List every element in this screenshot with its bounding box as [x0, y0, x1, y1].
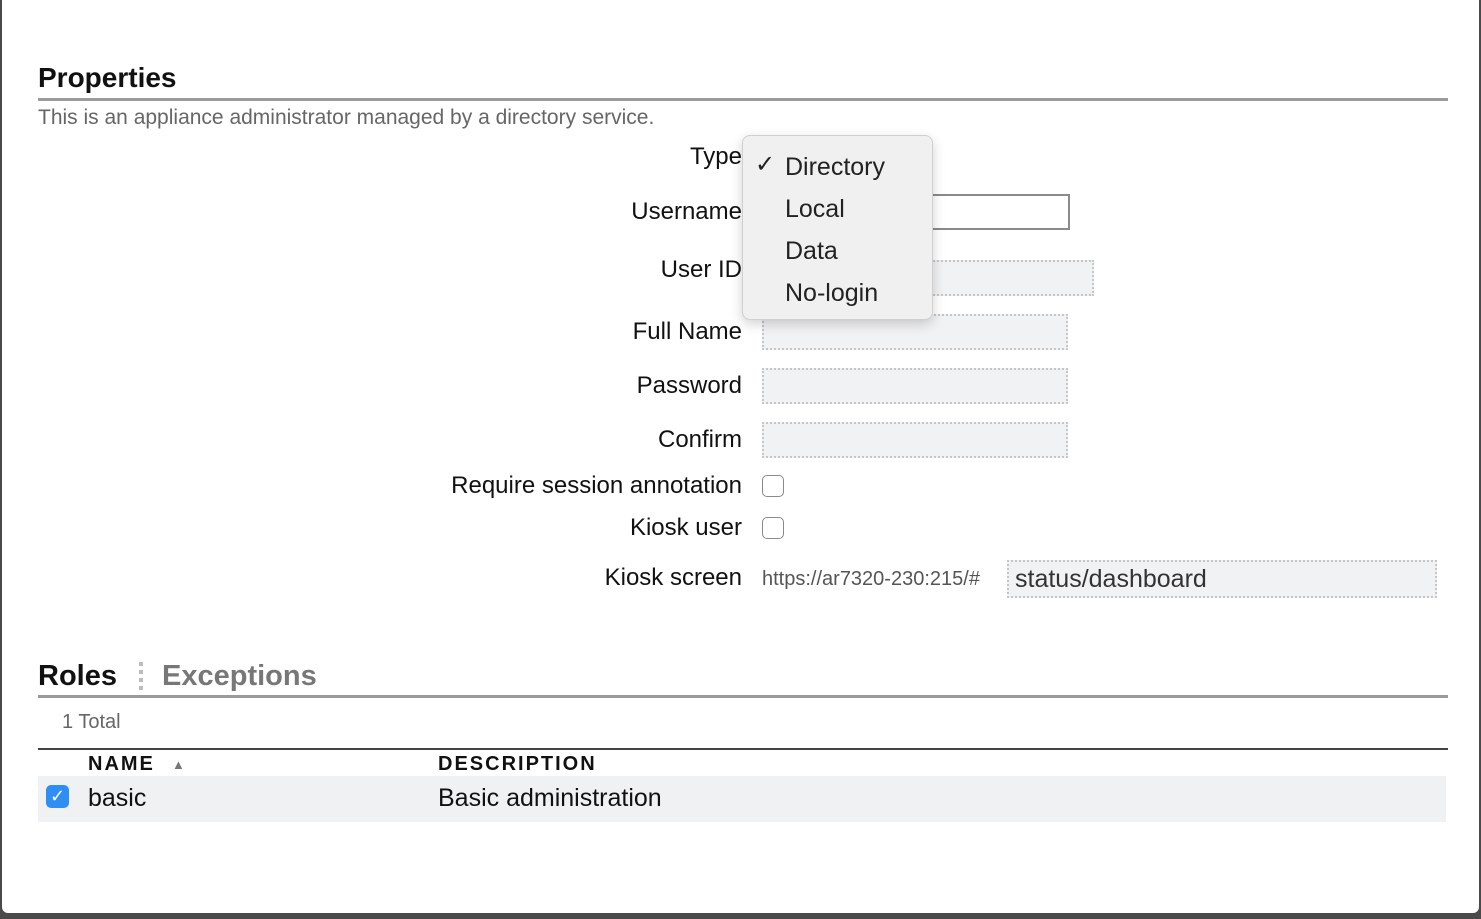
properties-subtitle: This is an appliance administrator managed by a directory service. — [38, 106, 655, 129]
checkmark-icon: ✓ — [755, 151, 776, 178]
dropdown-option-data[interactable]: Data — [785, 237, 838, 265]
sort-ascending-icon[interactable]: ▲ — [172, 757, 185, 772]
role-description: Basic administration — [438, 784, 662, 812]
username-label: Username — [631, 198, 742, 225]
kiosk-screen-input[interactable]: status/dashboard — [1007, 560, 1437, 598]
kiosk-screen-label: Kiosk screen — [604, 564, 742, 591]
full-name-label: Full Name — [632, 318, 742, 345]
type-dropdown-menu[interactable] — [742, 135, 933, 320]
tab-separator — [139, 662, 143, 692]
user-id-label: User ID — [660, 256, 742, 283]
confirm-label: Confirm — [657, 426, 742, 453]
tab-roles[interactable]: Roles — [38, 660, 117, 692]
table-header-divider — [38, 748, 1448, 750]
properties-divider — [38, 98, 1448, 101]
kiosk-url-prefix: https://ar7320-230:215/# — [762, 568, 980, 590]
dropdown-option-local[interactable]: Local — [785, 195, 845, 223]
role-name: basic — [88, 784, 147, 812]
require-session-annotation-checkbox[interactable] — [762, 475, 784, 497]
require-session-annotation-label: Require session annotation — [451, 472, 742, 499]
roles-total-count: 1 Total — [62, 711, 121, 733]
column-header-name[interactable]: NAME — [88, 753, 155, 775]
dropdown-option-no-login[interactable]: No-login — [785, 279, 879, 307]
properties-title: Properties — [38, 62, 177, 93]
password-input[interactable] — [762, 368, 1068, 404]
row-checkbox-checked[interactable]: ✓ — [46, 785, 69, 808]
password-label: Password — [636, 372, 742, 399]
dialog-window — [2, 0, 1479, 913]
column-header-description[interactable]: DESCRIPTION — [438, 753, 597, 775]
kiosk-user-checkbox[interactable] — [762, 517, 784, 539]
confirm-input[interactable] — [762, 422, 1068, 458]
table-row[interactable] — [38, 776, 1446, 822]
kiosk-user-label: Kiosk user — [629, 514, 742, 541]
type-label: Type — [689, 143, 742, 170]
roles-divider — [38, 695, 1448, 698]
dropdown-option-directory[interactable]: Directory — [785, 153, 886, 181]
tab-exceptions[interactable]: Exceptions — [162, 660, 317, 692]
